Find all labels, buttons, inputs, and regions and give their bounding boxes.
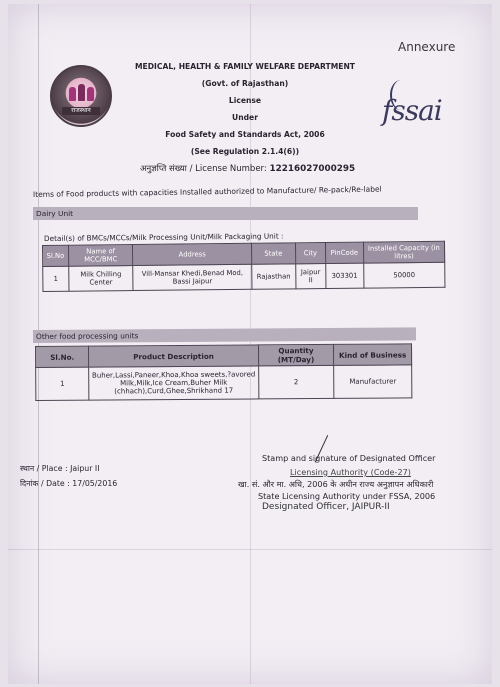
stamp-line: Licensing Authority (Code-27)	[290, 467, 411, 477]
fold-line	[8, 549, 492, 550]
govt-line: (Govt. of Rajasthan)	[201, 79, 289, 88]
date-line: दिनांक / Date : 17/05/2016	[20, 479, 118, 488]
license-heading: License	[228, 96, 262, 105]
cell-state: Rajasthan	[251, 264, 295, 289]
cell-address: Vill-Mansar Khedi,Benad Mod, Bassi Jaipur	[133, 264, 251, 290]
emblem-band: राजस्थान	[62, 107, 100, 115]
col-pincode: PinCode	[325, 242, 363, 263]
license-number: 12216027000295	[269, 164, 356, 174]
place-line: स्थान / Place : Jaipur II	[20, 464, 100, 473]
fssai-logo-text: fssai	[382, 94, 442, 127]
col-capacity: Installed Capacity (in litres)	[363, 241, 444, 263]
col-sl-no: Sl.No.	[36, 346, 89, 367]
stamp-line: Stamp and signature of Designated Officer	[262, 453, 436, 463]
col-name: Name of MCC/BMC	[68, 245, 133, 267]
col-quantity: Quantity (MT/Day)	[258, 344, 334, 366]
dairy-unit-band: Dairy Unit	[33, 207, 418, 220]
figure-icon	[69, 87, 76, 101]
col-address: Address	[133, 243, 251, 265]
cell-pincode: 303301	[325, 263, 363, 288]
department-title: MEDICAL, HEALTH & FAMILY WELFARE DEPARTMENT	[135, 62, 355, 71]
other-units-band: Other food processing units	[33, 327, 416, 343]
cell-sl-no: 1	[43, 266, 69, 291]
items-line: Items of Food products with capacities Installed authorized to Manufacture/ Re-pack/Re-label	[32, 184, 382, 199]
license-number-label: अनुज्ञप्ति संख्या / License Number:	[140, 164, 267, 174]
figure-icon	[87, 87, 94, 101]
figure-icon	[78, 84, 85, 101]
dairy-table	[42, 241, 445, 292]
stamp-line: State Licensing Authority under FSSA, 2006	[258, 491, 436, 501]
cell-city: Jaipur II	[296, 264, 326, 289]
document-header	[130, 58, 360, 160]
annexure-label: Annexure	[398, 40, 456, 54]
stamp-line: Designated Officer, JAIPUR-II	[262, 502, 390, 512]
col-sl-no: Sl.No	[43, 245, 69, 266]
details-line: Detail(s) of BMCs/MCCs/Milk Processing Unit/Milk Packaging Unit :	[43, 231, 284, 243]
cell-name: Milk Chilling Center	[68, 266, 133, 292]
fssai-logo	[380, 80, 440, 132]
cell-kind-of-business: Manufacturer	[334, 365, 412, 399]
cell-product-description: Buher,Lassi,Paneer,Khoa,Khoa sweets,?avored Milk,Milk,Ice Cream,Buher Milk (chhach),Curd,Ghee,Shrikhand 17	[89, 366, 259, 400]
col-state: State	[251, 243, 295, 264]
act-line: Food Safety and Standards Act, 2006	[165, 130, 325, 139]
cell-capacity: 50000	[363, 262, 445, 288]
table-row	[43, 262, 445, 291]
cell-quantity: 2	[258, 365, 334, 399]
page-edge	[38, 4, 39, 684]
other-units-table	[35, 343, 412, 401]
under-line: Under	[232, 113, 258, 122]
license-number-line	[140, 163, 355, 174]
cell-sl-no: 1	[36, 367, 90, 400]
col-product-description: Product Description	[89, 345, 258, 367]
table-row	[36, 365, 412, 401]
stamp-line: खा. सं. और मा. अधि, 2006 के अधीन राज्य अनुज्ञापन अधिकारी	[238, 479, 434, 489]
regulation-line: (See Regulation 2.1.4(6))	[190, 147, 300, 156]
col-kind-of-business: Kind of Business	[334, 344, 412, 366]
rajasthan-emblem-icon	[50, 65, 112, 127]
col-city: City	[295, 243, 325, 264]
table-header-row	[36, 344, 412, 368]
